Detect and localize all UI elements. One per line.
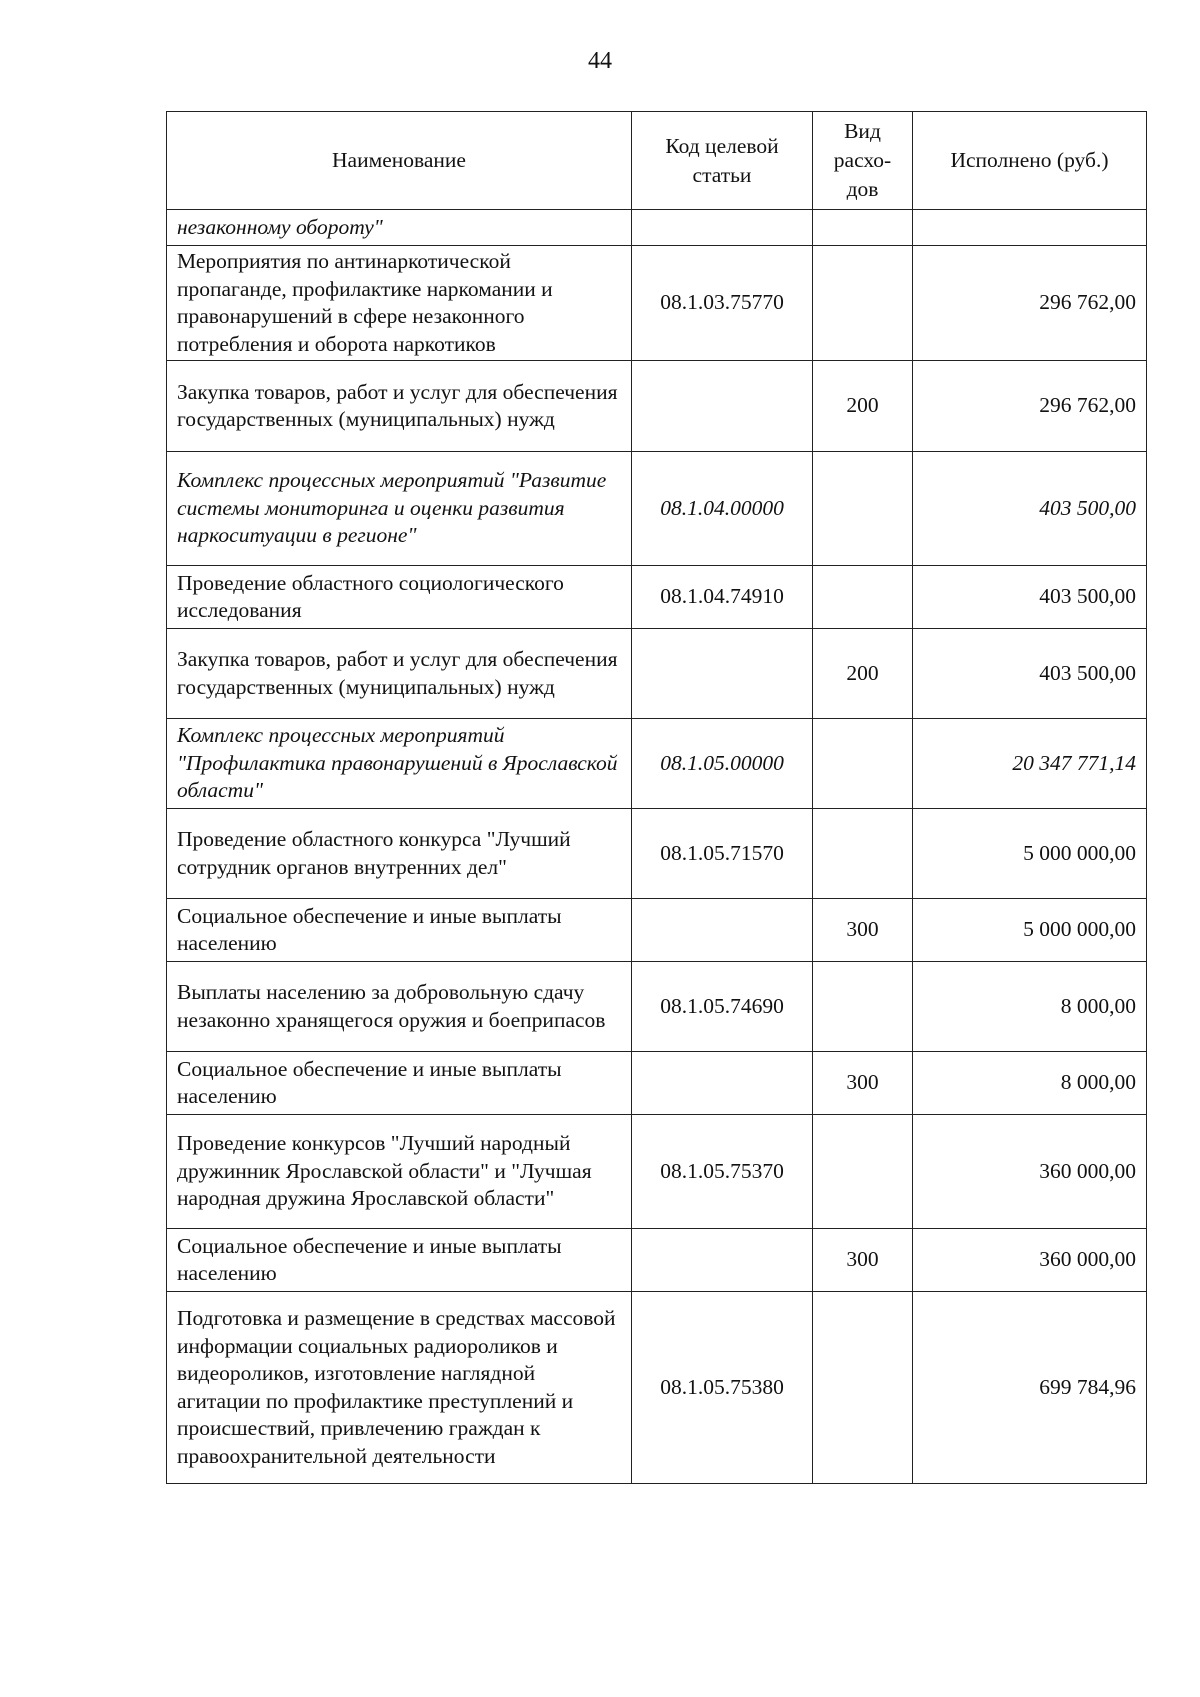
cell-code: 08.1.05.00000 <box>632 719 813 809</box>
cell-name: Проведение областного социологического исследования <box>167 566 632 629</box>
cell-name: Проведение конкурсов "Лучший народный дружинник Ярославской области" и "Лучшая народная дружина Ярославской области" <box>167 1115 632 1229</box>
cell-type: 200 <box>813 361 913 452</box>
cell-type <box>813 452 913 566</box>
cell-sum <box>913 210 1147 246</box>
cell-type <box>813 962 913 1052</box>
table-row <box>167 1115 1147 1229</box>
header-type: Вид расхо-дов <box>813 112 913 210</box>
table-row <box>167 566 1147 629</box>
cell-name: Закупка товаров, работ и услуг для обеспечения государственных (муниципальных) нужд <box>167 629 632 719</box>
cell-sum: 5 000 000,00 <box>913 809 1147 899</box>
table-row <box>167 361 1147 452</box>
cell-sum: 699 784,96 <box>913 1292 1147 1484</box>
cell-name: Закупка товаров, работ и услуг для обеспечения государственных (муниципальных) нужд <box>167 361 632 452</box>
table-row <box>167 719 1147 809</box>
cell-sum: 8 000,00 <box>913 1052 1147 1115</box>
cell-type: 300 <box>813 899 913 962</box>
table-row <box>167 629 1147 719</box>
header-sum: Исполнено (руб.) <box>913 112 1147 210</box>
table-row <box>167 809 1147 899</box>
table-row <box>167 1229 1147 1292</box>
cell-sum: 8 000,00 <box>913 962 1147 1052</box>
cell-type: 300 <box>813 1229 913 1292</box>
page-number: 44 <box>588 48 612 74</box>
table-row <box>167 246 1147 361</box>
cell-type <box>813 210 913 246</box>
budget-table <box>166 111 1147 1484</box>
cell-code: 08.1.04.00000 <box>632 452 813 566</box>
cell-sum: 360 000,00 <box>913 1229 1147 1292</box>
cell-name: Комплекс процессных мероприятий "Развитие системы мониторинга и оценки развития наркоситуации в регионе" <box>167 452 632 566</box>
cell-name: незаконному обороту" <box>167 210 632 246</box>
cell-code: 08.1.05.75380 <box>632 1292 813 1484</box>
cell-name: Мероприятия по антинаркотической пропаганде, профилактике наркомании и правонарушений в сфере незаконного потребления и оборота наркотиков <box>167 246 632 361</box>
cell-name: Социальное обеспечение и иные выплаты населению <box>167 899 632 962</box>
table-header <box>167 112 1147 210</box>
cell-type: 200 <box>813 629 913 719</box>
cell-name: Подготовка и размещение в средствах массовой информации социальных радиороликов и видеороликов, изготовление наглядной агитации по профилактике преступлений и происшествий, привлечению граждан к правоохранительной деятельности <box>167 1292 632 1484</box>
cell-name: Выплаты населению за добровольную сдачу незаконно хранящегося оружия и боеприпасов <box>167 962 632 1052</box>
cell-type <box>813 1292 913 1484</box>
cell-sum: 360 000,00 <box>913 1115 1147 1229</box>
cell-code <box>632 1052 813 1115</box>
cell-type <box>813 566 913 629</box>
cell-name: Социальное обеспечение и иные выплаты населению <box>167 1229 632 1292</box>
cell-type <box>813 719 913 809</box>
table-row <box>167 452 1147 566</box>
header-name: Наименование <box>167 112 632 210</box>
table-body <box>167 210 1147 1484</box>
cell-sum: 5 000 000,00 <box>913 899 1147 962</box>
cell-sum: 20 347 771,14 <box>913 719 1147 809</box>
cell-name: Комплекс процессных мероприятий "Профилактика правонарушений в Ярославской области" <box>167 719 632 809</box>
cell-code: 08.1.04.74910 <box>632 566 813 629</box>
cell-name: Проведение областного конкурса "Лучший сотрудник органов внутренних дел" <box>167 809 632 899</box>
table-row <box>167 210 1147 246</box>
cell-name: Социальное обеспечение и иные выплаты населению <box>167 1052 632 1115</box>
table-row <box>167 1292 1147 1484</box>
cell-code <box>632 361 813 452</box>
cell-sum: 296 762,00 <box>913 246 1147 361</box>
cell-type <box>813 246 913 361</box>
cell-code: 08.1.05.71570 <box>632 809 813 899</box>
cell-code <box>632 629 813 719</box>
cell-code: 08.1.05.75370 <box>632 1115 813 1229</box>
table-row <box>167 899 1147 962</box>
cell-type <box>813 1115 913 1229</box>
header-code: Код целевой статьи <box>632 112 813 210</box>
cell-sum: 296 762,00 <box>913 361 1147 452</box>
cell-sum: 403 500,00 <box>913 452 1147 566</box>
cell-code <box>632 1229 813 1292</box>
cell-sum: 403 500,00 <box>913 629 1147 719</box>
cell-sum: 403 500,00 <box>913 566 1147 629</box>
cell-code: 08.1.03.75770 <box>632 246 813 361</box>
table-row <box>167 1052 1147 1115</box>
table-row <box>167 962 1147 1052</box>
cell-type: 300 <box>813 1052 913 1115</box>
cell-code: 08.1.05.74690 <box>632 962 813 1052</box>
cell-code <box>632 899 813 962</box>
cell-code <box>632 210 813 246</box>
cell-type <box>813 809 913 899</box>
